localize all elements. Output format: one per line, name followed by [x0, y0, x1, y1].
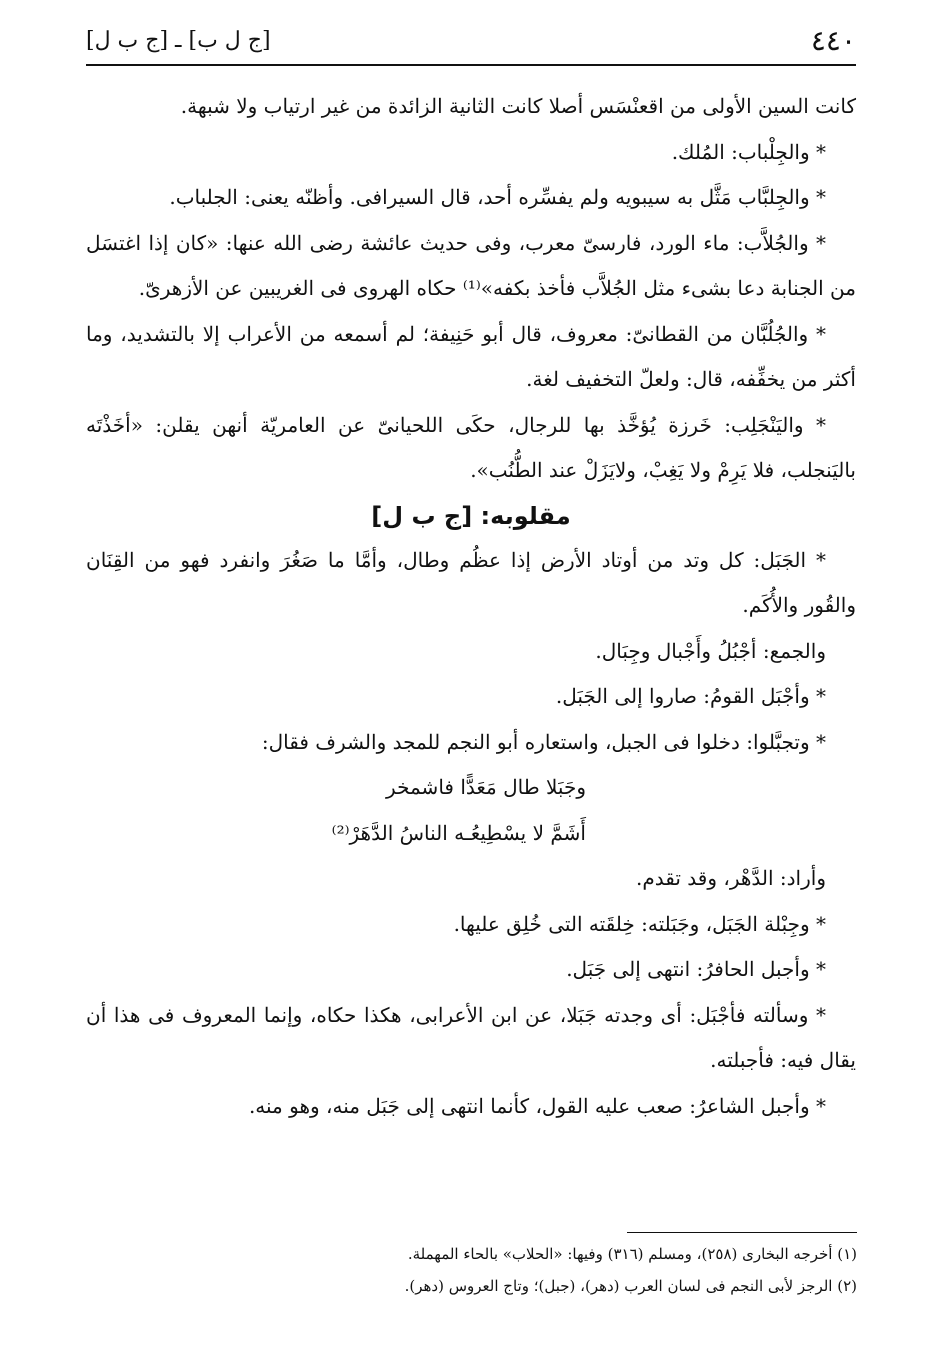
- paragraph: * وجِبْلة الجَبَل، وجَبَلته: خِلقَته التى خُلِق عليها.: [453, 911, 826, 936]
- section-title: مقلوبه: [ج ب ل]: [371, 501, 571, 530]
- header-rule: [86, 64, 856, 66]
- page-number: ٤٤٠: [810, 24, 856, 57]
- paragraph: * والجِلبَّاب مَثَّل به سيبويه ولم يفسِّره أحد، قال السيرافى. وأظنّه يعنى: الجلباب.: [169, 185, 826, 209]
- poem-line: أَشَمَّ لا يسْطِيعُـه الناسُ الدَّهَرْ⁽²⁾: [331, 820, 586, 845]
- paragraph: * وسألته فأجْبَل: أى وجدته جَبَلا، عن ابن الأعرابى، هكذا حكاه، وإنما المعروف فى هذا أن يقال فيه: فأجبلته.: [86, 1002, 856, 1072]
- footnote: (١) أخرجه البخارى (٢٥٨)، ومسلم (٣١٦) وفيها: «الحلاب» بالحاء المهملة.: [407, 1245, 857, 1263]
- footnote-rule: [627, 1232, 857, 1233]
- paragraph: * والجُلُبَّان من القطانىّ: معروف، قال أبو حَنِيفة؛ لم أسمعه من الأعراب إلا بالتشديد، وما أكثر من يخفِّفه، قال: ولعلّ التخفيف لغة.: [86, 321, 856, 391]
- paragraph: * وأجْبَل القومُ: صاروا إلى الجَبَل.: [555, 684, 826, 708]
- paragraph: وأراد: الدَّهْر، وقد تقدم.: [636, 866, 826, 890]
- paragraph: والجمع: أجْبُلُ وأَجْبال وجِبَال.: [595, 638, 826, 663]
- page-header: [86, 22, 856, 62]
- footnote: (٢) الرجز لأبى النجم فى لسان العرب (دهر)، (جبل)؛ وتاج العروس (دهر).: [404, 1277, 857, 1295]
- page-body: [86, 84, 856, 1129]
- running-head: [ج ل ب] ـ [ج ب ل]: [86, 28, 271, 53]
- paragraph: * واليَنْجَلِب: خَرزة يُؤخَّذ بها للرجال، حكَى اللحيانىّ عن العامريّة أنهن يقلن: «أخَذْتَه باليَنجلب، فلا يَرِمْ ولا يَغِبْ، ولايَزَلْ عند الطُّنُب».: [86, 412, 856, 482]
- poem-line: وجَبَلا طال مَعَدًّا فاشمخر: [386, 775, 586, 799]
- paragraph: * وأجبل الحافرُ: انتهى إلى جَبَل.: [566, 957, 826, 981]
- paragraph: * وتجبَّلوا: دخلوا فى الجبل، واستعاره أبو النجم للمجد والشرف فقال:: [261, 729, 826, 754]
- paragraph: * وأجبل الشاعرُ: صعب عليه القول، كأنما انتهى إلى جَبَل منه، وهو منه.: [248, 1093, 826, 1118]
- paragraph: * والجُلاَّب: ماء الورد، فارسىّ معرب، وفى حديث عائشة رضى الله عنها: «كان إذا اغتسَل من الجنابة دعا بشىء مثل الجُلاَّب فأخذ بكفه»⁽¹⁾ حكاه الهروى فى الغريبين عن الأزهرىّ.: [86, 230, 856, 300]
- paragraph: * الجَبَل: كل وتد من أوتاد الأرض إذا عظُم وطال، وأمَّا ما صَغُرَ وانفرد فهو من القِنَان والقُور والأُكَم.: [86, 547, 856, 617]
- paragraph: كانت السين الأولى من اقعنْسَس أصلا كانت الثانية الزائدة من غير ارتياب ولا شبهة.: [180, 94, 856, 118]
- paragraph: * والجِلْباب: المُلك.: [671, 139, 826, 164]
- footnotes: [77, 1238, 857, 1302]
